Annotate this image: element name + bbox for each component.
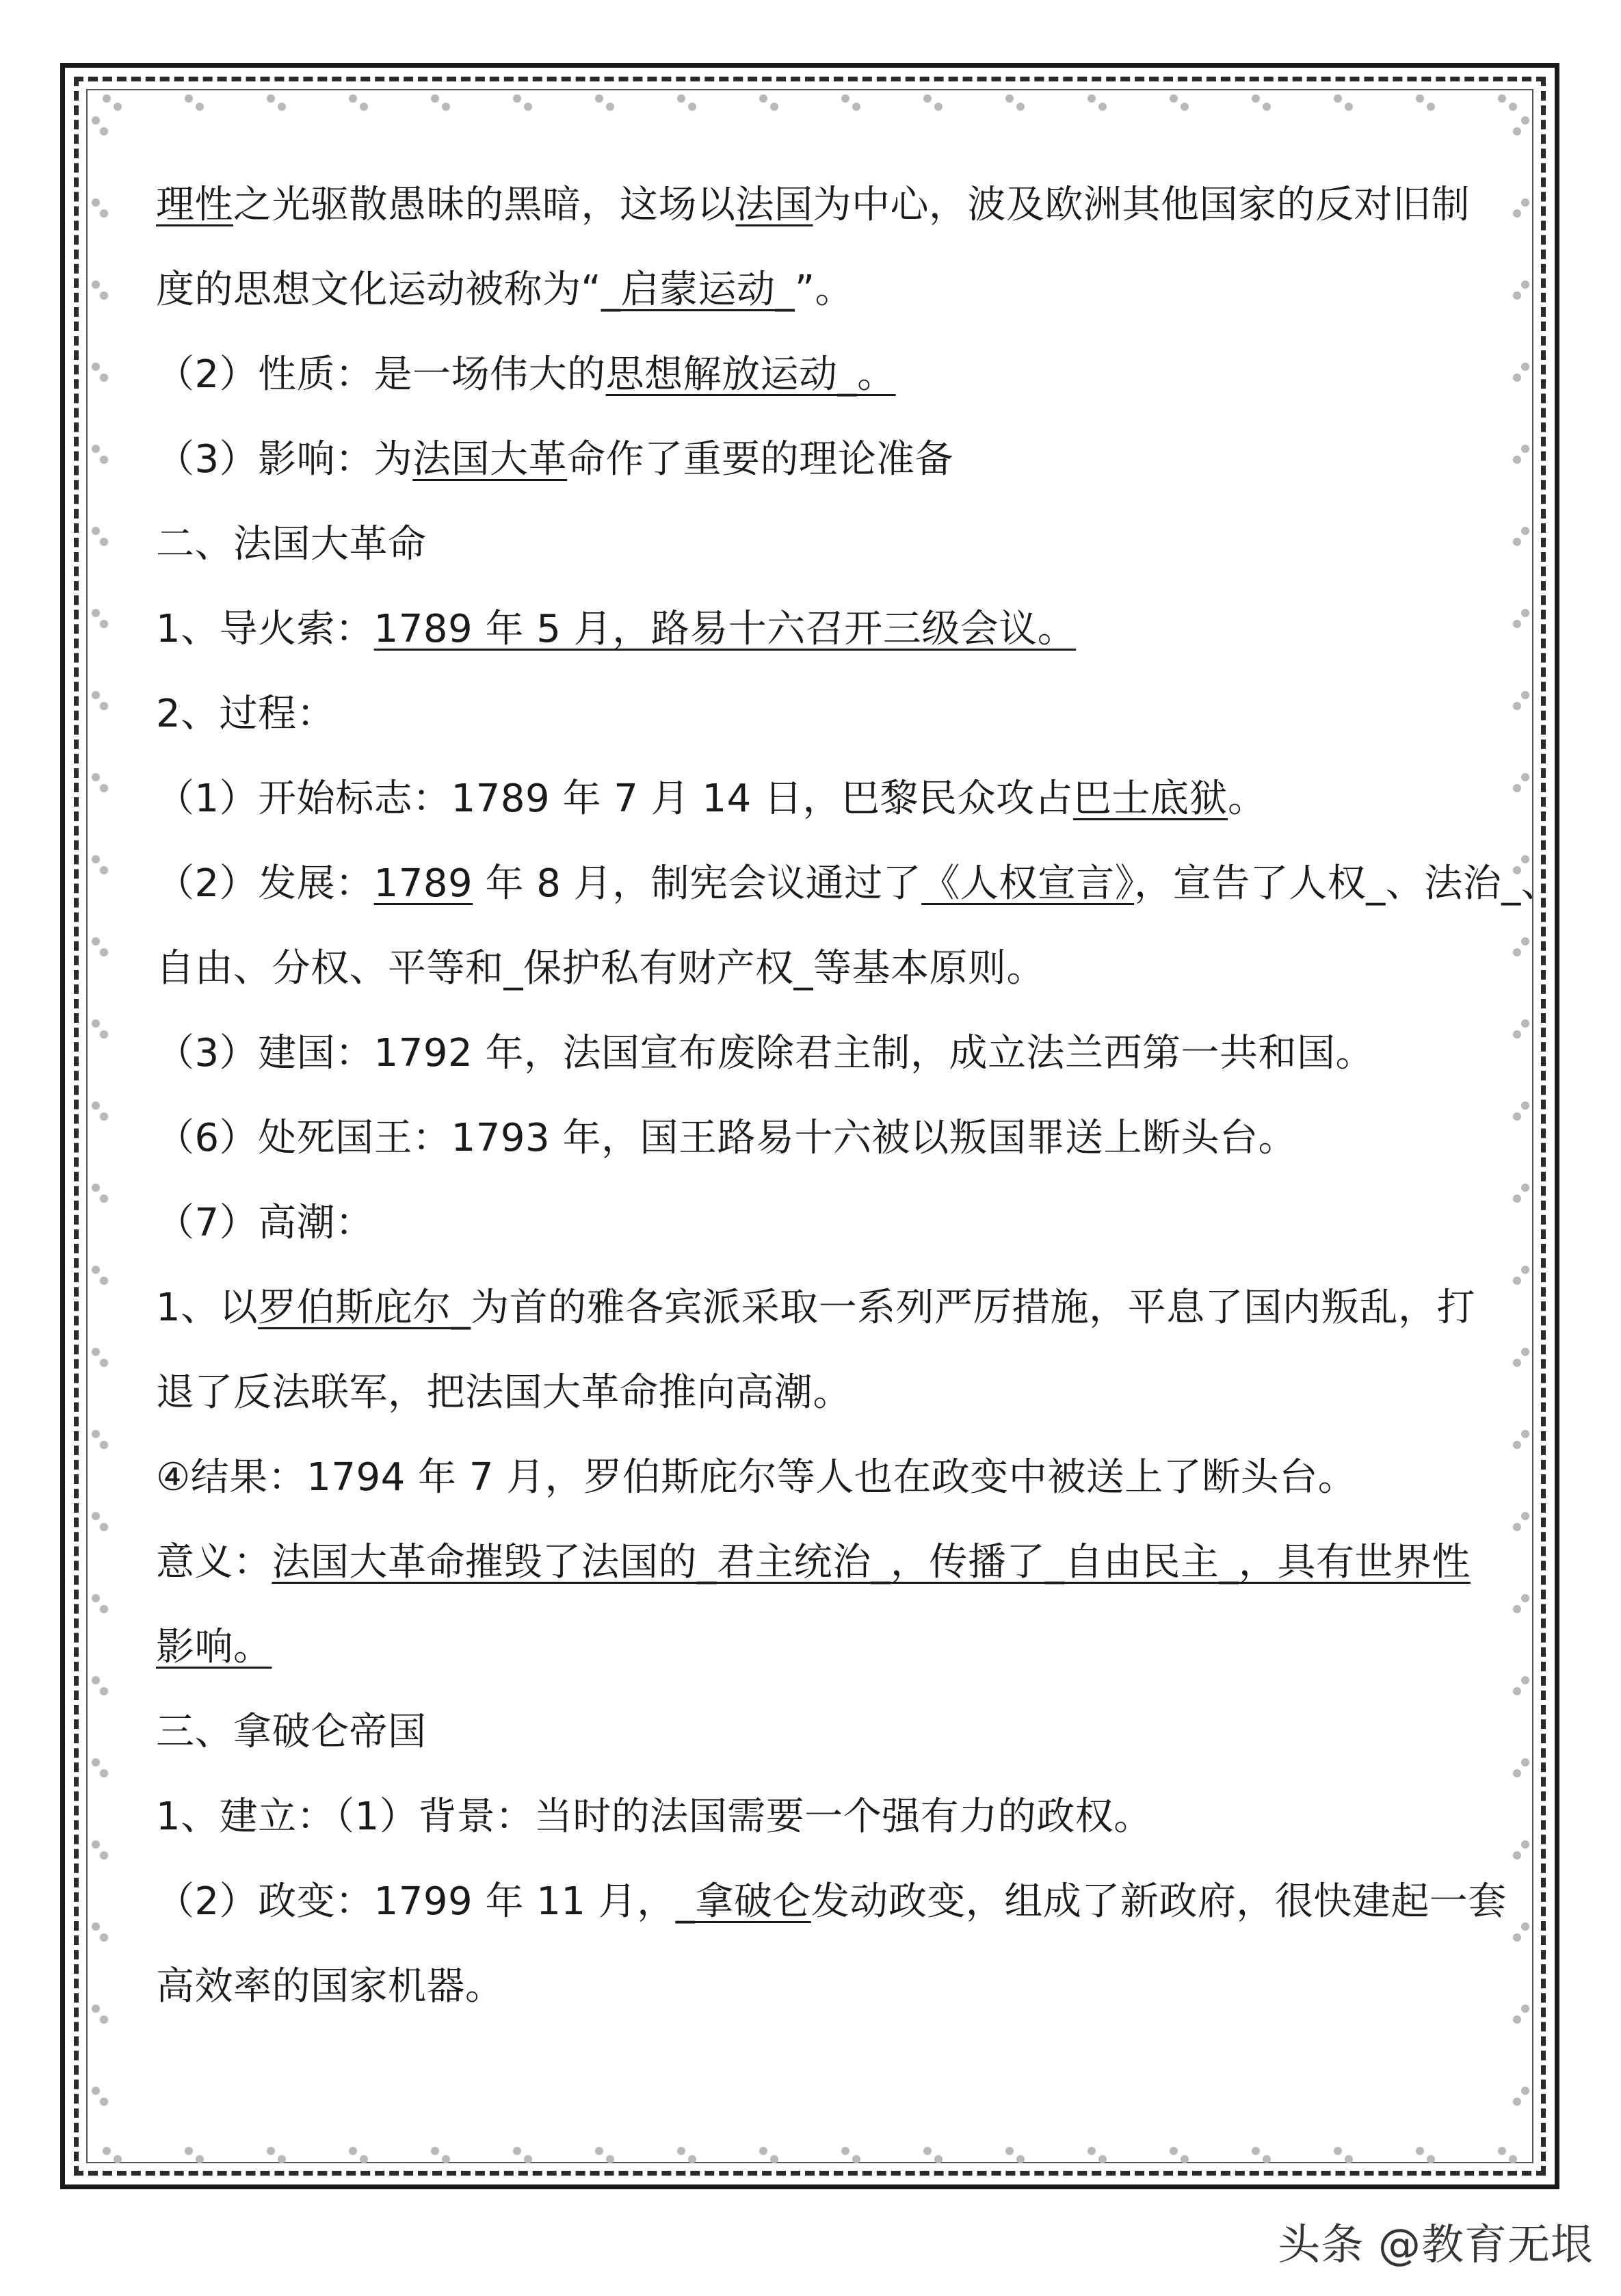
text-segment: （2）性质：是一场伟大的 <box>156 352 606 397</box>
border-dot <box>1521 1430 1529 1438</box>
text-line <box>156 163 1469 248</box>
text-line <box>156 1690 1469 1775</box>
text-segment: （3）建国：1792 年，法国宣布废除君主制，成立法兰西第一共和国。 <box>156 1031 1374 1075</box>
border-dot <box>92 937 100 945</box>
border-dot <box>1513 784 1521 792</box>
border-dot <box>114 103 122 111</box>
text-segment: ④结果：1794 年 7 月，罗伯斯庇尔等人也在政变中被送上了断头台。 <box>156 1455 1357 1500</box>
text-line <box>156 672 1469 757</box>
border-dot <box>923 94 932 103</box>
border-dot <box>1513 456 1521 464</box>
border-dot <box>1098 103 1107 111</box>
border-dot <box>185 94 193 103</box>
underlined-text: _启蒙运动_ <box>601 268 795 312</box>
border-dot <box>841 2147 849 2155</box>
border-dot <box>934 103 943 111</box>
border-dot <box>759 94 767 103</box>
text-segment: （1）开始标志：1789 年 7 月 14 日，巴黎民众攻占 <box>156 777 1074 821</box>
border-dot <box>100 620 108 628</box>
border-dot <box>1521 1922 1529 1931</box>
border-dot <box>92 116 100 125</box>
border-dot <box>1521 1184 1529 1192</box>
border-dot <box>92 2005 100 2013</box>
border-dot <box>1513 1030 1521 1039</box>
border-dot <box>92 1184 100 1192</box>
text-segment: 意义： <box>156 1540 272 1584</box>
border-dot <box>92 1512 100 1520</box>
border-dot <box>1521 1512 1529 1520</box>
border-dot <box>92 691 100 699</box>
border-dot <box>1016 2155 1025 2163</box>
border-dot <box>1263 2155 1271 2163</box>
text-segment: 度的思想文化运动被称为“ <box>156 268 602 312</box>
underlined-text: 理性 <box>156 183 233 227</box>
underlined-text: 法国大革 <box>412 437 568 482</box>
border-dot <box>92 609 100 617</box>
border-dot <box>100 1277 108 1285</box>
border-dot <box>100 1195 108 1203</box>
border-dot <box>100 1112 108 1121</box>
border-dot <box>1521 198 1529 207</box>
text-line <box>156 757 1469 842</box>
text-segment: 自由、分权、平等和_保护私有财产权_等基本原则。 <box>156 946 1045 991</box>
border-dot <box>196 2155 204 2163</box>
border-dot <box>1170 2147 1178 2155</box>
border-dot <box>1513 127 1521 135</box>
border-dot <box>1498 2147 1506 2155</box>
border-dot <box>278 103 286 111</box>
text-line <box>156 1266 1476 1351</box>
border-dot <box>92 1101 100 1110</box>
border-dot <box>688 103 696 111</box>
text-segment: 三、拿破仑帝国 <box>156 1710 427 1754</box>
border-dot <box>677 94 685 103</box>
underlined-text: 思想解放运动_。 <box>605 352 896 397</box>
border-dot <box>92 198 100 207</box>
border-dot <box>100 1359 108 1367</box>
border-dot <box>1005 2147 1014 2155</box>
text-segment: 高效率的国家机器。 <box>156 1964 504 2009</box>
text-segment: 发动政变，组成了新政府，很快建起一套 <box>810 1879 1507 1924</box>
border-dot <box>100 127 108 135</box>
border-dot <box>1513 1851 1521 1860</box>
border-dot <box>1521 281 1529 289</box>
border-dot <box>1521 527 1529 535</box>
border-dot <box>267 2147 275 2155</box>
border-dot <box>1181 103 1189 111</box>
text-segment: 为中心，波及欧洲其他国家的反对旧制 <box>813 183 1470 227</box>
watermark: 头条 @教育无垠 <box>1278 2219 1594 2269</box>
border-dot <box>1521 1840 1529 1849</box>
border-dot <box>100 1030 108 1039</box>
border-dot <box>92 363 100 371</box>
border-dot <box>92 1266 100 1274</box>
border-dot <box>100 948 108 956</box>
border-dot <box>1263 103 1271 111</box>
text-line <box>156 1435 1469 1520</box>
underlined-text: 法国大革命摧毁了法国的_君主统治_，传播了_自由民主_，具有世界性 <box>272 1540 1471 1584</box>
text-line <box>156 1096 1469 1181</box>
border-dot <box>1170 94 1178 103</box>
border-dot <box>759 2147 767 2155</box>
border-dot <box>92 1840 100 1849</box>
border-dot <box>1513 1605 1521 1613</box>
text-segment: （7）高潮： <box>156 1201 374 1245</box>
border-dot <box>349 94 357 103</box>
border-dot <box>677 2147 685 2155</box>
text-line <box>156 1775 1469 1860</box>
border-dot <box>1521 1594 1529 1602</box>
border-dot <box>1521 1676 1529 1684</box>
border-dot <box>1513 374 1521 382</box>
border-dot <box>100 456 108 464</box>
border-dot <box>92 1676 100 1684</box>
border-dot <box>1513 2098 1521 2106</box>
border-dot <box>1513 2015 1521 2024</box>
border-dot <box>1252 2147 1260 2155</box>
border-dot <box>103 94 111 103</box>
border-dot <box>92 1758 100 1766</box>
border-dot <box>267 94 275 103</box>
border-dot <box>92 2087 100 2095</box>
text-segment: （3）影响：为 <box>156 437 413 482</box>
text-segment: 命作了重要的理论准备 <box>567 437 954 482</box>
border-dot <box>92 773 100 781</box>
text-segment: 二、法国大革命 <box>156 522 427 566</box>
text-line <box>156 1011 1469 1096</box>
text-line <box>156 1944 1469 2029</box>
border-dot <box>100 538 108 546</box>
border-dot <box>1513 702 1521 710</box>
border-dot <box>595 2147 603 2155</box>
border-dot <box>688 2155 696 2163</box>
border-dot <box>1513 1195 1521 1203</box>
border-dot <box>360 103 368 111</box>
document-body <box>156 163 1560 2029</box>
border-dot <box>100 784 108 792</box>
border-dot <box>431 2147 439 2155</box>
border-dot <box>852 103 860 111</box>
border-dot <box>431 94 439 103</box>
border-dot <box>513 2147 521 2155</box>
border-dot <box>1513 1687 1521 1695</box>
border-dot <box>1513 1112 1521 1121</box>
border-dot <box>100 866 108 874</box>
border-dot <box>349 2147 357 2155</box>
border-dot <box>92 1594 100 1602</box>
border-dot <box>524 103 532 111</box>
border-dot <box>442 2155 450 2163</box>
border-dot <box>92 855 100 863</box>
border-dot <box>1252 94 1260 103</box>
border-dot <box>100 1605 108 1613</box>
border-dot <box>1521 1348 1529 1356</box>
underlined-text: 1789 年 5 月，路易十六召开三级会议。 <box>373 607 1077 651</box>
border-dot <box>103 2147 111 2155</box>
border-dot <box>1513 538 1521 546</box>
border-dot <box>100 1523 108 1531</box>
text-segment: ”。 <box>795 268 854 312</box>
border-dot <box>1521 609 1529 617</box>
border-dot <box>1345 103 1353 111</box>
border-dot <box>1427 103 1435 111</box>
border-dot <box>1521 363 1529 371</box>
border-dot <box>196 103 204 111</box>
border-dot <box>1181 2155 1189 2163</box>
text-line <box>156 417 1469 502</box>
border-dot <box>1334 2147 1342 2155</box>
text-segment: （6）处死国王：1793 年，国王路易十六被以叛国罪送上断头台。 <box>156 1116 1297 1160</box>
border-dot <box>606 2155 614 2163</box>
text-line <box>156 1520 1469 1605</box>
border-dot <box>92 1922 100 1931</box>
underlined-text: 巴士底狱 <box>1073 777 1228 821</box>
border-dot <box>770 2155 778 2163</box>
border-dot <box>100 1441 108 1449</box>
border-dot <box>92 281 100 289</box>
text-segment: ，宣告了人权_、法治_、 <box>1134 861 1560 906</box>
border-dot <box>100 209 108 218</box>
border-dot <box>100 2015 108 2024</box>
text-segment: 退了反法联军，把法国大革命推向高潮。 <box>156 1370 852 1415</box>
text-segment: （2）政变：1799 年 11 月， <box>156 1879 676 1924</box>
border-dot <box>1513 1359 1521 1367</box>
border-dot <box>1345 2155 1353 2163</box>
border-dot <box>1513 948 1521 956</box>
border-dot <box>100 702 108 710</box>
border-dot <box>770 103 778 111</box>
border-dot <box>185 2147 193 2155</box>
border-dot <box>1513 620 1521 628</box>
border-dot <box>1498 94 1506 103</box>
border-dot <box>1513 291 1521 300</box>
text-line <box>156 926 1469 1011</box>
border-dot <box>852 2155 860 2163</box>
border-dot <box>1513 1523 1521 1531</box>
border-dot <box>1521 445 1529 453</box>
underlined-text: 1789 <box>373 861 473 906</box>
border-dot <box>1513 1441 1521 1449</box>
text-line <box>156 1860 1507 1944</box>
border-dot <box>1521 1758 1529 1766</box>
border-dot <box>1521 1101 1529 1110</box>
text-line <box>156 502 1469 587</box>
border-dot <box>1016 103 1025 111</box>
text-segment: （2）发展： <box>156 861 374 906</box>
border-dot <box>1334 94 1342 103</box>
border-dot <box>934 2155 943 2163</box>
border-dot <box>1509 2155 1517 2163</box>
border-dot <box>100 291 108 300</box>
border-dot <box>1521 1019 1529 1028</box>
text-segment: 之光驱散愚昧的黑暗，这场以 <box>233 183 736 227</box>
text-line <box>156 332 1469 417</box>
text-segment: 为首的雅各宾派采取一系列严厉措施，平息了国内叛乱，打 <box>471 1286 1476 1330</box>
underlined-text: 罗伯斯庇尔_ <box>258 1286 471 1330</box>
border-dot <box>360 2155 368 2163</box>
border-dot <box>100 1851 108 1860</box>
border-dot <box>1521 1266 1529 1274</box>
border-dot <box>1521 937 1529 945</box>
border-dot <box>1513 1769 1521 1777</box>
underlined-text: 法国 <box>735 183 813 227</box>
border-dot <box>278 2155 286 2163</box>
border-dot <box>100 1933 108 1942</box>
border-dot <box>92 1019 100 1028</box>
border-dot <box>606 103 614 111</box>
text-segment: 1、导火索： <box>156 607 374 651</box>
border-dot <box>524 2155 532 2163</box>
border-dot <box>513 94 521 103</box>
underlined-text: 影响。 <box>156 1625 272 1669</box>
border-dot <box>114 2155 122 2163</box>
border-dot <box>1513 209 1521 218</box>
border-dot <box>100 1769 108 1777</box>
text-segment: 1、建立：（1）背景：当时的法国需要一个强有力的政权。 <box>156 1795 1152 1839</box>
underlined-text: _拿破仑 <box>675 1879 811 1924</box>
border-dot <box>100 2098 108 2106</box>
border-dot <box>100 1687 108 1695</box>
border-dot <box>1521 691 1529 699</box>
border-dot <box>92 1430 100 1438</box>
underlined-text: 《人权宣言》 <box>921 861 1135 906</box>
border-dot <box>92 527 100 535</box>
text-line <box>156 1351 1469 1435</box>
border-dot <box>1521 2005 1529 2013</box>
text-segment: 。 <box>1228 777 1267 821</box>
border-dot <box>1513 1277 1521 1285</box>
border-dot <box>1088 94 1096 103</box>
text-line <box>156 1605 1469 1690</box>
text-line <box>156 248 1469 332</box>
text-segment: 年 8 月，制宪会议通过了 <box>473 861 922 906</box>
border-dot <box>1416 94 1424 103</box>
border-dot <box>923 2147 932 2155</box>
border-dot <box>841 94 849 103</box>
border-dot <box>1005 94 1014 103</box>
border-dot <box>1088 2147 1096 2155</box>
border-dot <box>1521 116 1529 125</box>
text-segment: 1、以 <box>156 1286 259 1330</box>
text-line <box>156 587 1469 672</box>
text-segment: 2、过程： <box>156 692 336 736</box>
border-dot <box>100 374 108 382</box>
border-dot <box>92 445 100 453</box>
border-dot <box>1521 2087 1529 2095</box>
border-dot <box>92 1348 100 1356</box>
border-dot <box>1509 103 1517 111</box>
border-dot <box>1427 2155 1435 2163</box>
text-line <box>156 842 1560 926</box>
border-dot <box>1513 1933 1521 1942</box>
border-dot <box>595 94 603 103</box>
border-dot <box>1098 2155 1107 2163</box>
text-line <box>156 1181 1469 1266</box>
border-dot <box>442 103 450 111</box>
border-dot <box>1521 773 1529 781</box>
border-dot <box>1416 2147 1424 2155</box>
